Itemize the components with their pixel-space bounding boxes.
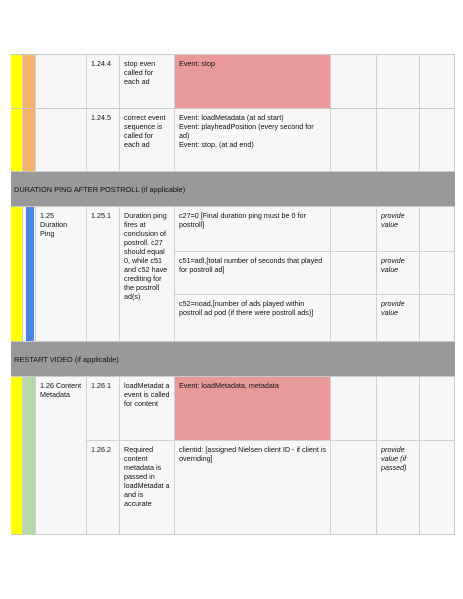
value-cell[interactable] — [377, 109, 420, 171]
test-id: 1.24.4 — [87, 55, 120, 108]
provide-value: provide value — [377, 207, 419, 252]
test-sheet — [11, 54, 455, 535]
provide-value[interactable]: provide value (if passed) — [377, 441, 420, 534]
provide-value-cell[interactable] — [377, 207, 420, 341]
expected-event: Event: loadMetadata, metadata — [175, 377, 331, 440]
test-id: 1.26.1 — [87, 377, 120, 440]
value-cell[interactable] — [420, 55, 455, 108]
expected-event: Event: stop — [175, 55, 331, 108]
test-group-name: 1.26 Content Metadata — [36, 377, 87, 534]
section-header: DURATION PING AFTER POSTROLL (if applicable) — [11, 172, 455, 207]
status-bar-yellow — [11, 55, 23, 108]
status-bar-yellow — [11, 377, 23, 534]
test-description: Required content metadata is passed in loadMetadat a and is accurate — [120, 441, 175, 534]
value-cell[interactable] — [420, 109, 455, 171]
table-row — [11, 54, 455, 109]
value-cell[interactable] — [420, 377, 455, 440]
value-cell[interactable] — [331, 441, 377, 534]
table-row — [11, 207, 455, 342]
test-id: 1.26.2 — [87, 441, 120, 534]
provide-value: provide value — [381, 299, 405, 317]
value-cell[interactable] — [420, 207, 455, 341]
value-cell[interactable] — [331, 109, 377, 171]
test-id: 1.24.5 — [87, 109, 120, 171]
status-bar-yellow — [11, 207, 23, 341]
expected-event — [175, 109, 331, 171]
value-cell[interactable] — [331, 377, 377, 440]
event-line: Event: loadMetadata (at ad start) — [179, 113, 284, 122]
event-line: Event: stop, (at ad end) — [179, 140, 254, 149]
status-bar-wrap — [23, 207, 36, 341]
value-cell[interactable] — [331, 55, 377, 108]
event-line: c51=adl,[total number of seconds that played for postroll ad] — [175, 252, 330, 295]
value-cell[interactable] — [420, 441, 455, 534]
test-group-name — [36, 109, 87, 171]
provide-value: provide value — [377, 252, 419, 295]
status-bar-green — [23, 377, 36, 534]
status-bar-orange — [23, 55, 36, 108]
status-bar-yellow — [11, 109, 23, 171]
status-bar-orange — [23, 109, 36, 171]
event-line: Event: playheadPosition (every second for ad) — [179, 122, 314, 140]
value-cell[interactable] — [377, 55, 420, 108]
event-line: c27=0 [Final duration ping must be 0 for postroll] — [175, 207, 330, 252]
event-line: c52=noad,[number of ads played within postroll ad pod (if there were postroll ads)] — [179, 299, 314, 317]
status-bar-blue — [26, 207, 34, 341]
test-id: 1.25.1 — [87, 207, 120, 341]
expected-event — [175, 207, 331, 341]
test-description: Duration ping fires at conclusion of postroll. c27 should equal 0, while c51 and c52 have crediting for the postroll ad(s) — [120, 207, 175, 341]
test-description: stop even called for each ad — [120, 55, 175, 108]
table-row — [11, 109, 455, 172]
section-header: RESTART VIDEO (if applicable) — [11, 342, 455, 377]
table-subrow — [87, 441, 455, 534]
test-group-name: 1.25 Duration Ping — [36, 207, 87, 341]
value-cell[interactable] — [331, 207, 377, 341]
table-subrow — [87, 377, 455, 441]
provide-value[interactable] — [377, 377, 420, 440]
test-group-name — [36, 55, 87, 108]
test-description: loadMetadat a event is called for content — [120, 377, 175, 440]
test-description: correct event sequence is called for each ad — [120, 109, 175, 171]
content-subrows — [87, 377, 455, 534]
table-row — [11, 377, 455, 535]
expected-event: clientid: [assigned Nielsen client ID - if client is overriding] — [175, 441, 331, 534]
